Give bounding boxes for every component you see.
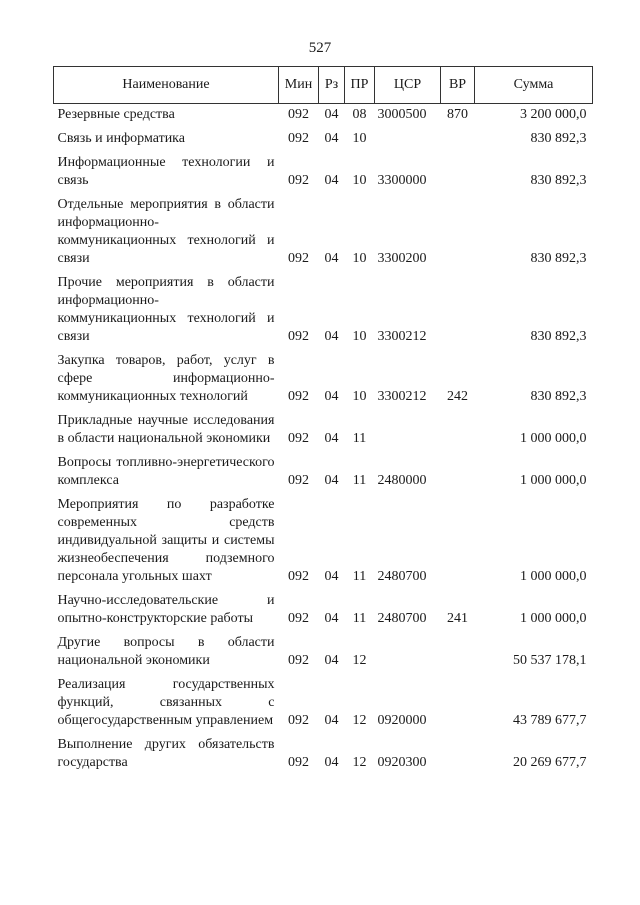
row-min: 092 — [288, 173, 309, 188]
row-rz: 04 — [324, 431, 339, 446]
table-row — [54, 454, 593, 496]
row-vr — [441, 154, 475, 196]
row-sum: 50 537 178,1 — [513, 653, 587, 668]
row-sum: 43 789 677,7 — [513, 713, 587, 728]
row-pr: 10 — [352, 251, 367, 266]
row-rz: 04 — [324, 389, 339, 404]
row-csr: 0920300 — [377, 755, 427, 770]
row-rz: 04 — [324, 131, 339, 146]
row-min: 092 — [288, 569, 309, 584]
row-vr — [441, 130, 475, 154]
row-rz: 04 — [324, 713, 339, 728]
table-row — [54, 592, 593, 634]
header-row — [54, 67, 593, 104]
row-name: Другие вопросы в области национальной экономики — [57, 635, 275, 668]
row-pr: 11 — [352, 431, 367, 446]
header-rz: Рз — [319, 67, 345, 104]
table-row — [54, 634, 593, 676]
row-vr — [441, 634, 475, 676]
table-row — [54, 496, 593, 592]
row-pr: 12 — [352, 653, 367, 668]
row-pr: 08 — [352, 107, 367, 122]
table-row — [54, 412, 593, 454]
row-sum: 1 000 000,0 — [520, 569, 587, 584]
row-min: 092 — [288, 755, 309, 770]
row-vr — [441, 496, 475, 592]
row-sum: 830 892,3 — [530, 131, 587, 146]
row-sum: 830 892,3 — [530, 329, 587, 344]
row-csr: 3300212 — [377, 389, 427, 404]
row-vr — [441, 676, 475, 736]
row-csr — [375, 412, 441, 454]
row-csr: 0920000 — [377, 713, 427, 728]
row-min: 092 — [288, 107, 309, 122]
row-name: Прочие мероприятия в области информационно-коммуникационных технологий и связи — [57, 275, 275, 344]
row-csr: 2480700 — [377, 611, 427, 626]
row-pr: 11 — [352, 611, 367, 626]
header-csr: ЦСР — [375, 67, 441, 104]
row-vr — [441, 274, 475, 352]
row-csr: 3300212 — [377, 329, 427, 344]
row-vr — [441, 736, 475, 778]
table-row — [54, 676, 593, 736]
row-sum: 1 000 000,0 — [520, 431, 587, 446]
row-vr — [441, 412, 475, 454]
page-number: 527 — [308, 40, 332, 56]
row-name: Мероприятия по разработке современных средств индивидуальной защиты и системы жизнеобеспечения подземного персонала угольных шахт — [57, 497, 275, 584]
row-pr: 10 — [352, 131, 367, 146]
row-pr: 10 — [352, 329, 367, 344]
row-min: 092 — [288, 431, 309, 446]
row-min: 092 — [288, 611, 309, 626]
row-name: Вопросы топливно-энергетического комплекса — [57, 455, 275, 488]
header-sum: Сумма — [475, 67, 593, 104]
table-row — [54, 736, 593, 778]
row-rz: 04 — [324, 251, 339, 266]
row-name: Отдельные мероприятия в области информационно-коммуникационных технологий и связи — [57, 197, 275, 266]
table-row — [54, 352, 593, 412]
row-min: 092 — [288, 473, 309, 488]
row-name: Выполнение других обязательств государства — [57, 737, 275, 770]
row-rz: 04 — [324, 329, 339, 344]
row-name: Прикладные научные исследования в области национальной экономики — [57, 413, 275, 446]
row-rz: 04 — [324, 173, 339, 188]
row-sum: 830 892,3 — [530, 389, 587, 404]
row-vr — [441, 196, 475, 274]
row-vr: 241 — [447, 611, 468, 626]
row-csr: 3000500 — [377, 107, 427, 122]
table-row — [54, 130, 593, 154]
row-name: Информационные технологии и связь — [57, 155, 275, 188]
header-name: Наименование — [54, 67, 279, 104]
table-row — [54, 274, 593, 352]
table-row — [54, 196, 593, 274]
row-name: Связь и информатика — [57, 131, 185, 146]
row-vr: 242 — [447, 389, 468, 404]
row-min: 092 — [288, 329, 309, 344]
row-sum: 1 000 000,0 — [520, 611, 587, 626]
row-pr: 12 — [352, 713, 367, 728]
row-sum: 3 200 000,0 — [520, 107, 587, 122]
row-csr: 3300000 — [377, 173, 427, 188]
row-pr: 12 — [352, 755, 367, 770]
table-row — [54, 154, 593, 196]
row-name: Закупка товаров, работ, услуг в сфере информационно-коммуникационных технологий — [57, 353, 275, 404]
row-vr — [441, 454, 475, 496]
row-min: 092 — [288, 389, 309, 404]
table-row — [54, 104, 593, 131]
budget-table — [53, 66, 593, 778]
row-rz: 04 — [324, 569, 339, 584]
row-sum: 830 892,3 — [530, 251, 587, 266]
row-min: 092 — [288, 713, 309, 728]
row-sum: 1 000 000,0 — [520, 473, 587, 488]
row-pr: 11 — [352, 569, 367, 584]
row-csr: 3300200 — [377, 251, 427, 266]
header-pr: ПР — [345, 67, 375, 104]
row-csr — [375, 634, 441, 676]
row-min: 092 — [288, 251, 309, 266]
row-pr: 10 — [352, 173, 367, 188]
row-csr — [375, 130, 441, 154]
row-pr: 11 — [352, 473, 367, 488]
row-rz: 04 — [324, 755, 339, 770]
row-sum: 20 269 677,7 — [513, 755, 587, 770]
header-vr: ВР — [441, 67, 475, 104]
row-vr: 870 — [447, 107, 468, 122]
row-pr: 10 — [352, 389, 367, 404]
row-rz: 04 — [324, 107, 339, 122]
row-min: 092 — [288, 653, 309, 668]
row-rz: 04 — [324, 653, 339, 668]
row-csr: 2480700 — [377, 569, 427, 584]
header-min: Мин — [279, 67, 319, 104]
row-name: Резервные средства — [57, 107, 175, 122]
row-name: Научно-исследовательские и опытно-конструкторские работы — [57, 593, 275, 626]
row-sum: 830 892,3 — [530, 173, 587, 188]
row-rz: 04 — [324, 473, 339, 488]
row-csr: 2480000 — [377, 473, 427, 488]
row-name: Реализация государственных функций, связанных с общегосударственным управлением — [57, 677, 275, 728]
row-rz: 04 — [324, 611, 339, 626]
row-min: 092 — [288, 131, 309, 146]
